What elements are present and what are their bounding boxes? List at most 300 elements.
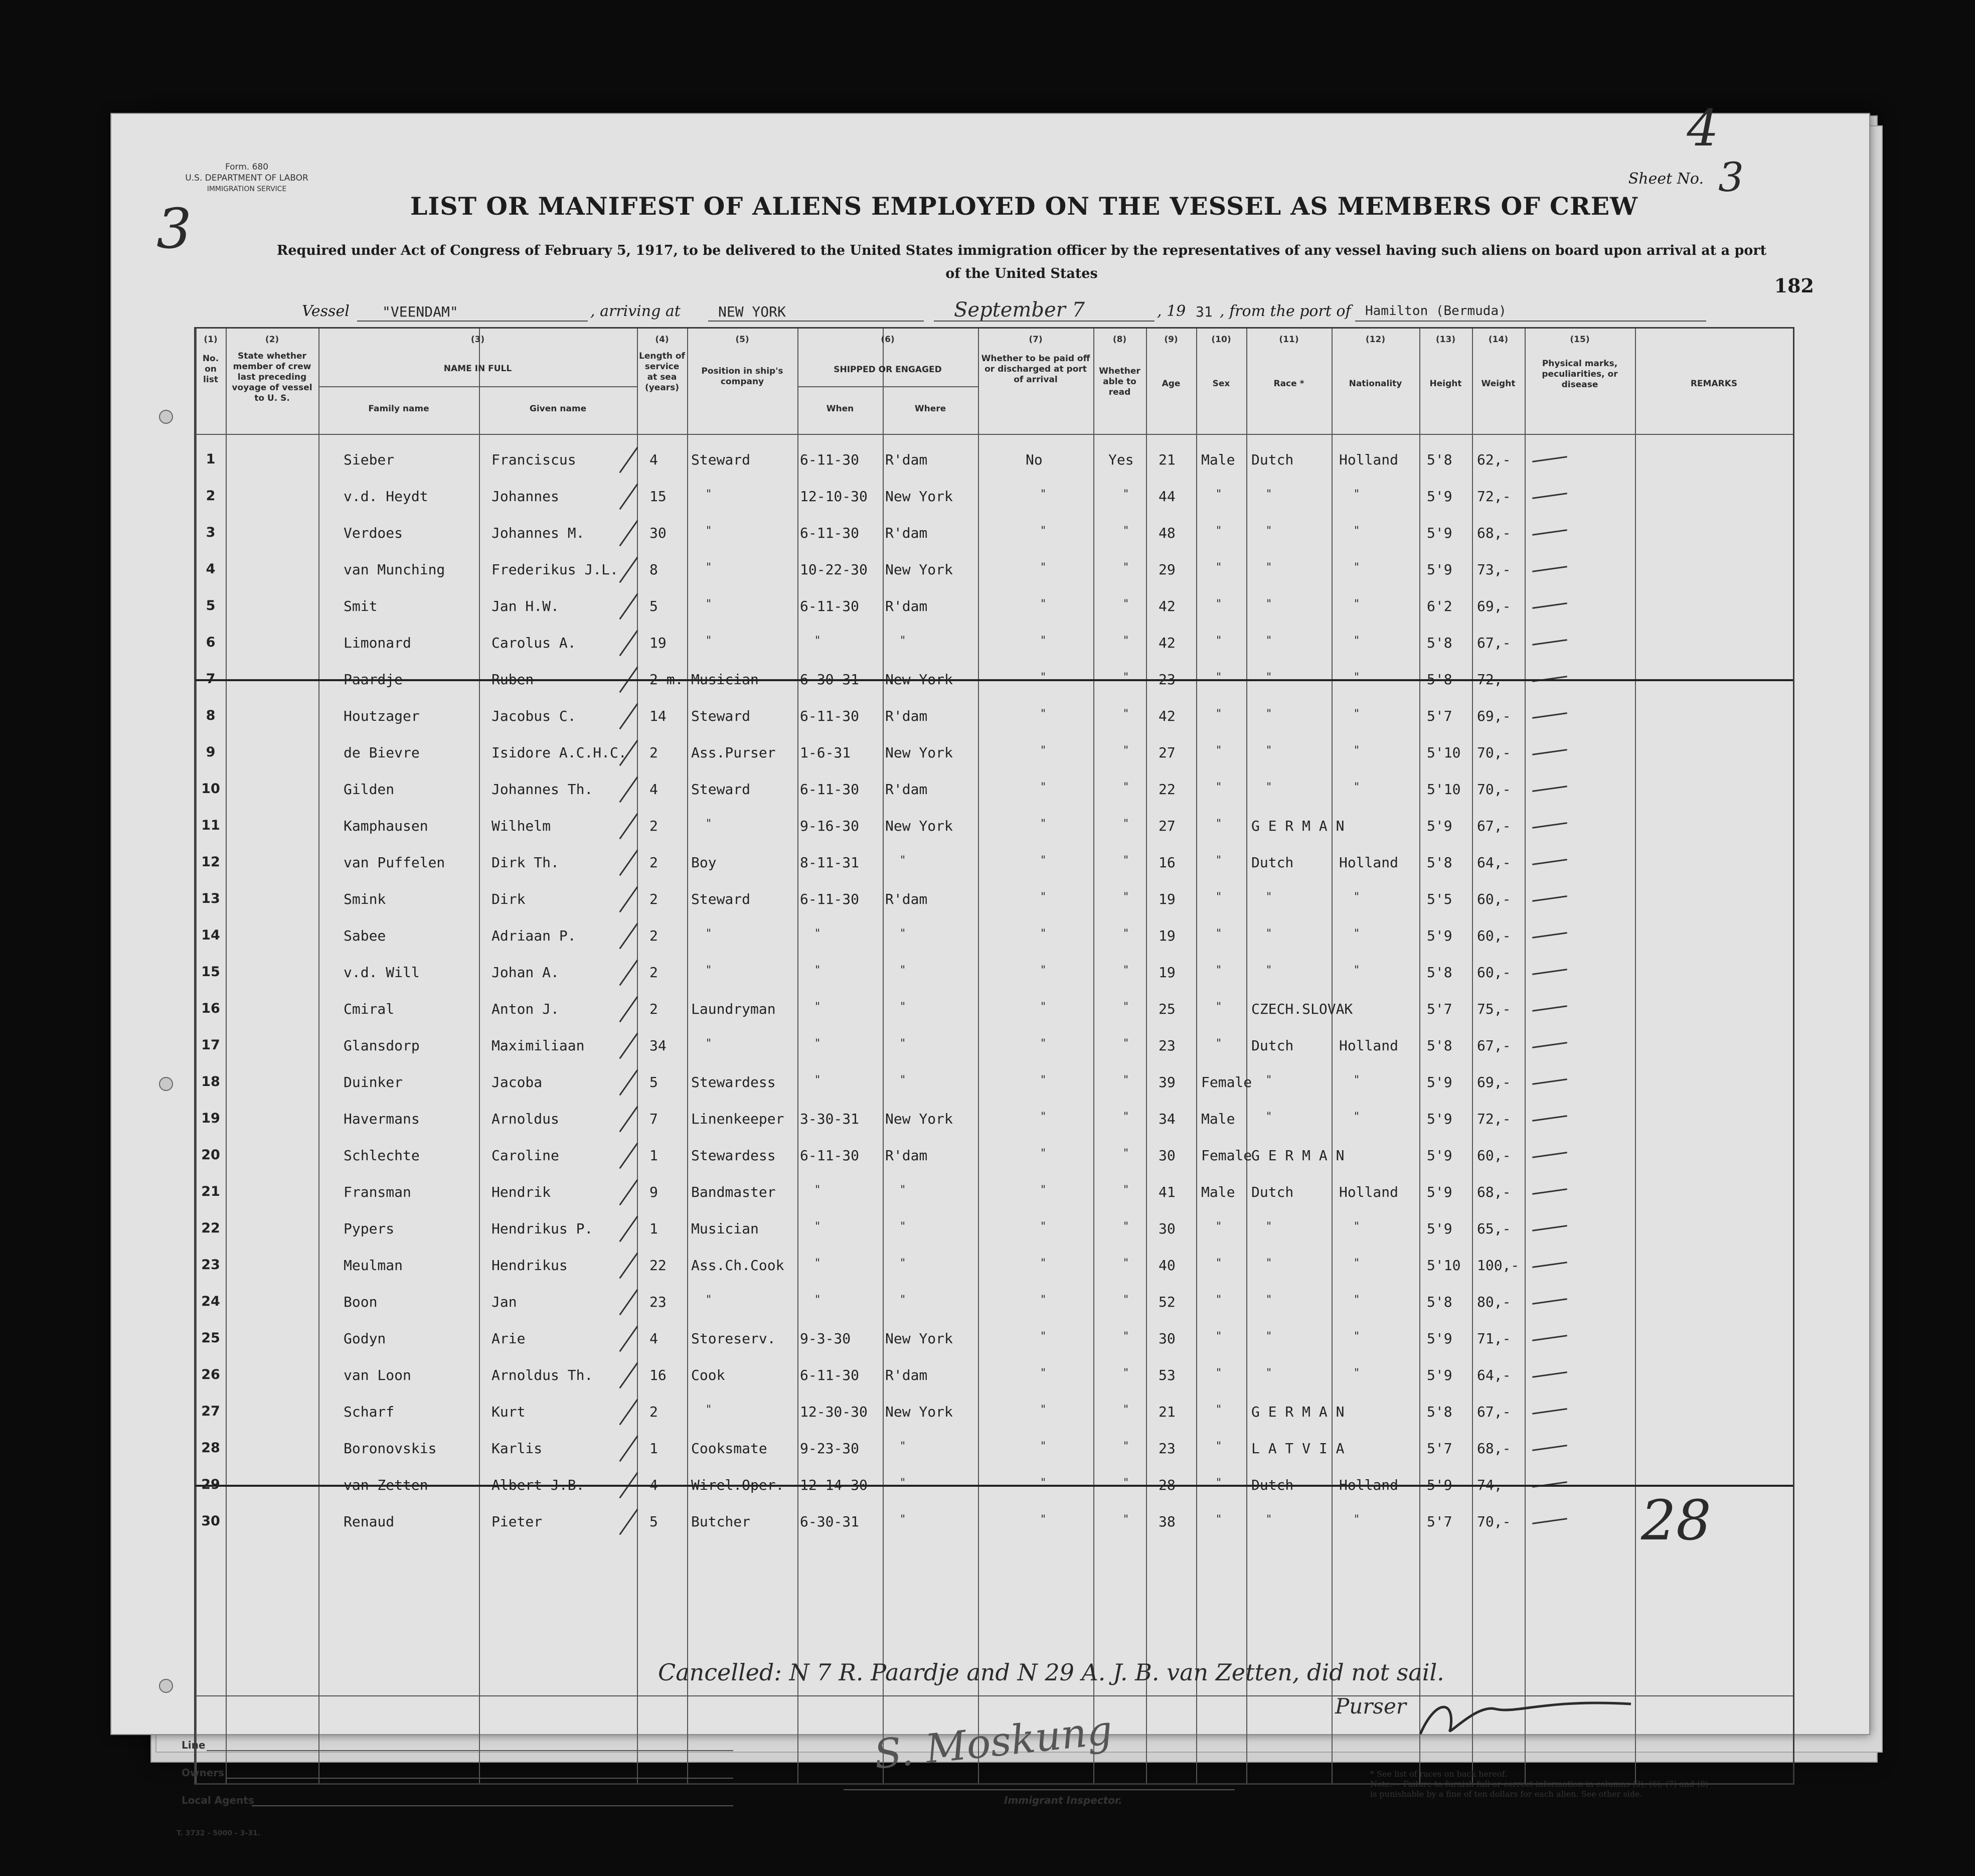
- cell-sex: ": [1216, 1403, 1222, 1416]
- cell-service: 23: [649, 1294, 667, 1310]
- cell-where: New York: [885, 561, 953, 578]
- cell-read: ": [1123, 1403, 1129, 1416]
- footer-notes: [1370, 1769, 1847, 1799]
- cell-given: Hendrikus P.: [491, 1220, 593, 1237]
- physical-marks-dash: [1532, 1225, 1567, 1231]
- cell-given: Arnoldus: [491, 1111, 559, 1127]
- cell-sex: ": [1216, 1037, 1222, 1050]
- arrival-date: September 7: [954, 298, 1085, 322]
- subtitle-line-2: of the United States: [945, 266, 1098, 281]
- col-family-name-header: Family name: [368, 404, 429, 414]
- cell-sex: ": [1216, 964, 1222, 977]
- cell-position: ": [706, 525, 712, 537]
- cell-paid: ": [1041, 488, 1046, 501]
- cell-family: v.d. Will: [344, 964, 420, 981]
- table-row: [196, 1027, 1793, 1064]
- cell-when: 1-6-31: [800, 744, 851, 761]
- cell-position: ": [706, 964, 712, 977]
- cell-family: Schlechte: [344, 1147, 420, 1164]
- cell-read: ": [1123, 854, 1129, 867]
- physical-marks-dash: [1532, 1335, 1567, 1341]
- cell-when: ": [815, 1257, 820, 1270]
- cell-age: 34: [1159, 1111, 1176, 1127]
- cell-paid: ": [1041, 1294, 1046, 1306]
- cell-height: 5'9: [1427, 525, 1452, 541]
- cell-service: 2 m.: [649, 671, 684, 688]
- col-physical-marks-header: Physical marks, peculiarities, or disease: [1542, 359, 1618, 390]
- cell-read: ": [1123, 1257, 1129, 1270]
- cell-read: ": [1123, 635, 1129, 647]
- subtitle: [212, 239, 1832, 285]
- cell-sex: ": [1216, 818, 1222, 830]
- check-slash: [619, 1399, 638, 1426]
- cell-given: Hendrikus: [491, 1257, 568, 1274]
- cell-where: New York: [885, 744, 953, 761]
- table-row: [196, 698, 1793, 734]
- cell-height: 5'7: [1427, 1513, 1452, 1530]
- table-row: [196, 1430, 1793, 1467]
- cell-sex: ": [1216, 1513, 1222, 1526]
- cell-height: 5'8: [1427, 671, 1452, 688]
- cell-paid: ": [1041, 781, 1046, 794]
- check-slash: [619, 1509, 638, 1535]
- cell-race: G E R M A N: [1251, 1403, 1345, 1420]
- cell-when: 9-23-30: [800, 1440, 860, 1457]
- physical-marks-dash: [1532, 1188, 1567, 1195]
- cell-no: 10: [201, 781, 220, 797]
- cell-where: ": [900, 1074, 906, 1086]
- cell-family: v.d. Heydt: [344, 488, 428, 505]
- cell-nationality: ": [1354, 781, 1360, 794]
- cell-when: 10-22-30: [800, 561, 868, 578]
- check-slash: [619, 703, 638, 730]
- cell-race: ": [1266, 525, 1272, 537]
- cell-sex: ": [1216, 1257, 1222, 1270]
- cell-race: CZECH.SLOVAK: [1251, 1001, 1353, 1017]
- cell-height: 5'9: [1427, 1111, 1452, 1127]
- cell-read: ": [1123, 1440, 1129, 1453]
- cell-service: 2: [649, 744, 658, 761]
- cell-sex: ": [1216, 1330, 1222, 1343]
- cell-height: 5'9: [1427, 1367, 1452, 1383]
- cell-family: van Loon: [344, 1367, 411, 1383]
- cell-position: Steward: [691, 891, 751, 907]
- cell-nationality: ": [1354, 561, 1360, 574]
- corner-handwritten-number: 4: [1687, 99, 1719, 158]
- cell-position: Bandmaster: [691, 1184, 776, 1200]
- check-slash: [619, 520, 638, 547]
- col-10-number: (10): [1211, 335, 1231, 345]
- cell-age: 42: [1159, 708, 1176, 724]
- cell-read: ": [1123, 891, 1129, 903]
- cell-service: 5: [649, 1513, 658, 1530]
- page-title: LIST OR MANIFEST OF ALIENS EMPLOYED ON THE VESSEL AS MEMBERS OF CREW: [410, 192, 1638, 221]
- cell-where: ": [900, 1477, 906, 1489]
- cell-where: R'dam: [885, 891, 928, 907]
- cell-no: 3: [206, 525, 216, 540]
- cell-position: Boy: [691, 854, 717, 871]
- cell-nationality: ": [1354, 1367, 1360, 1379]
- cell-when: 9-3-30: [800, 1330, 851, 1347]
- col-nationality-header: Nationality: [1349, 379, 1402, 389]
- cell-when: ": [815, 927, 820, 940]
- check-slash: [619, 1253, 638, 1279]
- cell-service: 5: [649, 1074, 658, 1090]
- cell-no: 16: [201, 1001, 220, 1016]
- cell-when: ": [815, 1037, 820, 1050]
- cell-where: R'dam: [885, 708, 928, 724]
- cell-height: 5'9: [1427, 1330, 1452, 1347]
- cell-position: ": [706, 818, 712, 830]
- cell-family: Fransman: [344, 1184, 411, 1200]
- cell-nationality: Holland: [1339, 451, 1399, 468]
- table-row: [196, 1064, 1793, 1101]
- cell-when: 6-11-30: [800, 708, 860, 724]
- cell-family: Cmiral: [344, 1001, 395, 1017]
- binder-hole: [159, 410, 173, 424]
- cell-read: ": [1123, 781, 1129, 794]
- cell-service: 8: [649, 561, 658, 578]
- cell-paid: ": [1041, 598, 1046, 610]
- cell-no: 7: [206, 671, 216, 687]
- cell-race: ": [1266, 1513, 1272, 1526]
- check-slash: [619, 960, 638, 986]
- physical-marks-dash: [1532, 1152, 1567, 1158]
- physical-marks-dash: [1532, 749, 1567, 755]
- cell-no: 11: [201, 818, 220, 833]
- inspector-label: Immigrant Inspector.: [1004, 1794, 1122, 1806]
- cell-race: ": [1266, 671, 1272, 684]
- cell-age: 28: [1159, 1477, 1176, 1493]
- cell-when: 3-30-31: [800, 1111, 860, 1127]
- cell-age: 19: [1159, 927, 1176, 944]
- cell-sex: ": [1216, 598, 1222, 610]
- cell-age: 39: [1159, 1074, 1176, 1090]
- physical-marks-dash: [1532, 786, 1567, 792]
- cell-weight: 72,-: [1477, 488, 1511, 505]
- table-row: [196, 1393, 1793, 1430]
- cell-read: ": [1123, 525, 1129, 537]
- cell-read: ": [1123, 1184, 1129, 1196]
- cell-race: ": [1266, 1330, 1272, 1343]
- cell-age: 25: [1159, 1001, 1176, 1017]
- cell-given: Johannes: [491, 488, 559, 505]
- cell-age: 48: [1159, 525, 1176, 541]
- cell-where: ": [900, 964, 906, 977]
- col-weight-header: Weight: [1481, 379, 1516, 389]
- physical-marks-dash: [1532, 1262, 1567, 1268]
- cell-age: 38: [1159, 1513, 1176, 1530]
- col-4-number: (4): [655, 335, 669, 345]
- inspector-signature: S. Moskung: [872, 1706, 1115, 1778]
- cell-given: Carolus A.: [491, 635, 576, 651]
- cell-when: 6-30-31: [800, 671, 860, 688]
- cell-weight: 60,-: [1477, 964, 1511, 981]
- cell-read: ": [1123, 1330, 1129, 1343]
- vessel-label: Vessel: [302, 302, 350, 320]
- cell-when: ": [815, 1184, 820, 1196]
- cell-sex: Female: [1201, 1074, 1252, 1090]
- cell-position: Musician: [691, 1220, 759, 1237]
- cell-service: 4: [649, 1477, 658, 1493]
- cell-service: 19: [649, 635, 667, 651]
- table-row: [196, 1247, 1793, 1284]
- cell-weight: 65,-: [1477, 1220, 1511, 1237]
- cell-service: 2: [649, 891, 658, 907]
- cell-paid: ": [1041, 525, 1046, 537]
- cell-sex: ": [1216, 854, 1222, 867]
- check-slash: [619, 557, 638, 583]
- cell-where: R'dam: [885, 598, 928, 614]
- cell-height: 5'8: [1427, 1294, 1452, 1310]
- cell-age: 19: [1159, 891, 1176, 907]
- col-given-name-header: Given name: [529, 404, 587, 414]
- cell-read: ": [1123, 964, 1129, 977]
- cell-sex: ": [1216, 1001, 1222, 1013]
- cell-family: Pypers: [344, 1220, 395, 1237]
- table-row: [196, 441, 1793, 478]
- cell-sex: ": [1216, 488, 1222, 501]
- cell-race: ": [1266, 1367, 1272, 1379]
- col-13-number: (13): [1435, 335, 1456, 345]
- cell-given: Franciscus: [491, 451, 576, 468]
- cell-no: 28: [201, 1440, 220, 1456]
- cell-age: 19: [1159, 964, 1176, 981]
- cell-family: Limonard: [344, 635, 411, 651]
- cell-given: Maximiliaan: [491, 1037, 585, 1054]
- cell-paid: ": [1041, 1220, 1046, 1233]
- print-code: T. 3732 - 5000 - 3-31.: [177, 1829, 261, 1837]
- cell-position: Stewardess: [691, 1074, 776, 1090]
- col-where-header: Where: [914, 404, 946, 414]
- cell-position: Steward: [691, 781, 751, 798]
- col-5-number: (5): [735, 335, 749, 345]
- binder-hole: [159, 1077, 173, 1091]
- col-11-number: (11): [1279, 335, 1299, 345]
- cell-weight: 100,-: [1477, 1257, 1520, 1274]
- col-9-number: (9): [1164, 335, 1178, 345]
- cell-no: 26: [201, 1367, 220, 1382]
- cell-nationality: ": [1354, 1330, 1360, 1343]
- cell-paid: ": [1041, 854, 1046, 867]
- check-slash: [619, 1362, 638, 1389]
- cell-nationality: Holland: [1339, 1037, 1399, 1054]
- cell-race: ": [1266, 781, 1272, 794]
- cell-service: 1: [649, 1440, 658, 1457]
- cell-read: ": [1123, 671, 1129, 684]
- cell-service: 16: [649, 1367, 667, 1383]
- col-8-number: (8): [1112, 335, 1127, 345]
- table-row: [196, 1467, 1793, 1503]
- cell-age: 40: [1159, 1257, 1176, 1274]
- page-number: 182: [1774, 274, 1814, 297]
- cell-when: 12-30-30: [800, 1403, 868, 1420]
- cell-weight: 71,-: [1477, 1330, 1511, 1347]
- cell-paid: ": [1041, 1330, 1046, 1343]
- cell-family: van Munching: [344, 561, 445, 578]
- cell-read: ": [1123, 1111, 1129, 1123]
- cell-age: 23: [1159, 1037, 1176, 1054]
- col-no-header: No. on list: [202, 354, 219, 385]
- cell-family: Kamphausen: [344, 818, 428, 834]
- cell-no: 25: [201, 1330, 220, 1346]
- cell-given: Wilhelm: [491, 818, 551, 834]
- cell-where: R'dam: [885, 1367, 928, 1383]
- cell-nationality: Holland: [1339, 854, 1399, 871]
- footer-line-label: Line: [182, 1739, 206, 1751]
- cell-given: Ruben: [491, 671, 534, 688]
- cell-no: 15: [201, 964, 220, 980]
- cell-nationality: ": [1354, 708, 1360, 720]
- check-slash: [619, 447, 638, 474]
- cell-race: G E R M A N: [1251, 818, 1345, 834]
- check-slash: [619, 484, 638, 510]
- cell-position: ": [706, 488, 712, 501]
- cell-family: van Zetten: [344, 1477, 428, 1493]
- cell-height: 5'9: [1427, 1477, 1452, 1493]
- cell-paid: ": [1041, 1367, 1046, 1379]
- cell-read: ": [1123, 488, 1129, 501]
- cell-when: 6-11-30: [800, 1367, 860, 1383]
- purser-signature: [1415, 1689, 1636, 1744]
- col-read-header: Whether able to read: [1099, 366, 1140, 397]
- table-row: [196, 1320, 1793, 1357]
- cell-where: New York: [885, 488, 953, 505]
- cell-sex: ": [1216, 1477, 1222, 1489]
- cell-position: Butcher: [691, 1513, 751, 1530]
- cell-where: ": [900, 854, 906, 867]
- cell-position: Ass.Ch.Cook: [691, 1257, 784, 1274]
- cell-read: ": [1123, 1037, 1129, 1050]
- cell-height: 5'8: [1427, 451, 1452, 468]
- cell-paid: ": [1041, 1001, 1046, 1013]
- col-name-header: NAME IN FULL: [443, 364, 512, 374]
- physical-marks-dash: [1532, 822, 1567, 829]
- table-row: [196, 1137, 1793, 1174]
- cell-race: Dutch: [1251, 1477, 1294, 1493]
- cell-when: ": [815, 1220, 820, 1233]
- cell-weight: 67,-: [1477, 635, 1511, 651]
- cell-paid: ": [1041, 744, 1046, 757]
- check-slash: [619, 1143, 638, 1169]
- cell-family: Paardje: [344, 671, 403, 688]
- cell-where: ": [900, 927, 906, 940]
- cell-paid: ": [1041, 1513, 1046, 1526]
- cell-when: ": [815, 635, 820, 647]
- year-prefix: , 19: [1157, 302, 1186, 320]
- cell-sex: ": [1216, 1440, 1222, 1453]
- physical-marks-dash: [1532, 1005, 1567, 1012]
- note-1: * See list of races on back hereof.: [1370, 1769, 1508, 1779]
- cell-no: 5: [206, 598, 216, 613]
- cell-age: 16: [1159, 854, 1176, 871]
- cell-nationality: ": [1354, 1513, 1360, 1526]
- cell-given: Jacoba: [491, 1074, 543, 1090]
- table-row: [196, 991, 1793, 1027]
- cell-given: Dirk: [491, 891, 526, 907]
- cell-read: ": [1123, 1294, 1129, 1306]
- cell-position: ": [706, 598, 712, 610]
- cell-position: Cook: [691, 1367, 725, 1383]
- cell-race: ": [1266, 1111, 1272, 1123]
- cell-age: 21: [1159, 451, 1176, 468]
- cell-read: ": [1123, 1220, 1129, 1233]
- table-row: [196, 1503, 1793, 1540]
- col-paid-off-header: Whether to be paid off or discharged at port of arrival: [981, 354, 1090, 385]
- cell-read: ": [1123, 708, 1129, 720]
- cell-service: 34: [649, 1037, 667, 1054]
- cell-given: Johannes M.: [491, 525, 585, 541]
- from-label: , from the port of: [1220, 302, 1351, 320]
- cell-nationality: ": [1354, 744, 1360, 757]
- cell-position: ": [706, 1294, 712, 1306]
- cell-nationality: ": [1354, 1111, 1360, 1123]
- cell-where: ": [900, 1001, 906, 1013]
- cell-family: Sabee: [344, 927, 386, 944]
- cell-age: 27: [1159, 744, 1176, 761]
- cell-given: Hendrik: [491, 1184, 551, 1200]
- cell-no: 6: [206, 635, 216, 650]
- table-row: [196, 588, 1793, 624]
- table-row: [196, 478, 1793, 515]
- cell-weight: 70,-: [1477, 744, 1511, 761]
- cell-age: 30: [1159, 1330, 1176, 1347]
- table-row: [196, 624, 1793, 661]
- cell-no: 19: [201, 1111, 220, 1126]
- physical-marks-dash: [1532, 859, 1567, 865]
- cell-position: Steward: [691, 451, 751, 468]
- cell-given: Johannes Th.: [491, 781, 593, 798]
- cell-family: Glansdorp: [344, 1037, 420, 1054]
- cell-given: Isidore A.C.H.C.: [491, 744, 627, 761]
- cell-weight: 68,-: [1477, 525, 1511, 541]
- table-row: [196, 1284, 1793, 1320]
- cell-where: R'dam: [885, 781, 928, 798]
- check-slash: [619, 1289, 638, 1316]
- cell-nationality: ": [1354, 671, 1360, 684]
- manifest-sheet: [110, 99, 1870, 1837]
- physical-marks-dash: [1532, 493, 1567, 499]
- cell-where: ": [900, 1037, 906, 1050]
- col-2-number: (2): [265, 335, 279, 345]
- cell-position: Linenkeeper: [691, 1111, 784, 1127]
- cell-sex: ": [1216, 525, 1222, 537]
- cell-position: ": [706, 635, 712, 647]
- from-port: Hamilton (Bermuda): [1365, 303, 1507, 319]
- cell-height: 5'8: [1427, 1037, 1452, 1054]
- cell-family: Havermans: [344, 1111, 420, 1127]
- cell-weight: 73,-: [1477, 561, 1511, 578]
- cell-paid: No: [1026, 451, 1043, 468]
- cell-height: 5'7: [1427, 1001, 1452, 1017]
- table-row: [196, 551, 1793, 588]
- cell-service: 2: [649, 854, 658, 871]
- cell-where: ": [900, 1257, 906, 1270]
- cell-where: R'dam: [885, 525, 928, 541]
- cell-nationality: ": [1354, 1257, 1360, 1270]
- sheet-no: 3: [1718, 154, 1744, 201]
- cell-race: ": [1266, 1220, 1272, 1233]
- cell-read: ": [1123, 598, 1129, 610]
- department: U.S. DEPARTMENT OF LABOR: [185, 173, 308, 183]
- cell-no: 27: [201, 1403, 220, 1419]
- cell-sex: ": [1216, 561, 1222, 574]
- binder-hole: [159, 1679, 173, 1693]
- cell-where: New York: [885, 671, 953, 688]
- cell-age: 21: [1159, 1403, 1176, 1420]
- cell-family: Boronovskis: [344, 1440, 437, 1457]
- cell-read: ": [1123, 1477, 1129, 1489]
